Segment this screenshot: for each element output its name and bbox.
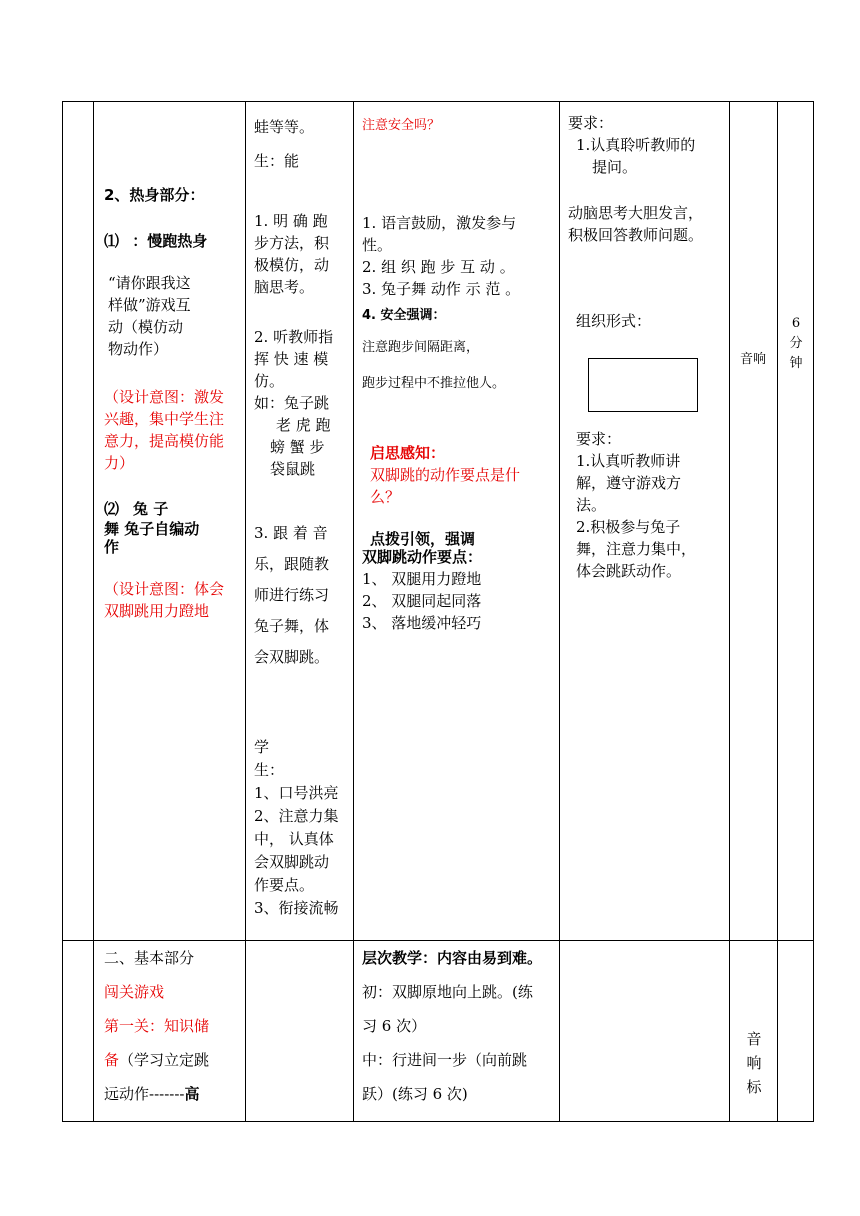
- blank-col-cell: [63, 941, 94, 1122]
- design-intent-2: （设计意图：体会 双脚跳用力蹬地: [104, 580, 225, 620]
- item-number: ⑴: [104, 232, 120, 250]
- student-activity-cell-basic: [246, 941, 354, 1122]
- student-requirements: 学 生： 1、口号洪亮 2、注意力集 中， 认真体 会双脚跳动 作要点。 3、衔接流畅: [254, 738, 339, 917]
- safety-title: 4. 安全强调：: [362, 308, 446, 323]
- teacher-activity-cell: [354, 102, 560, 941]
- lesson-plan-table: [62, 101, 814, 1122]
- student-step-1: 1. 明 确 跑 步方法，积 极模仿，动 脑思考。: [254, 212, 330, 296]
- safety-question: 注意安全吗？: [362, 118, 441, 133]
- blank-col-cell: [63, 102, 94, 941]
- inspire-question: 双脚跳的动作要点是什 么？: [370, 466, 521, 506]
- teacher-steps: 1. 语言鼓励，激发参与 性。 2. 组 织 跑 步 互 动 。 3. 兔子舞 动作 示 范 。: [362, 214, 521, 298]
- item-title: ：慢跑热身: [132, 232, 208, 250]
- section-title: 2、热身部分：: [104, 186, 205, 204]
- organization-cell: [560, 102, 730, 941]
- content-cell-warmup: [94, 102, 246, 941]
- table-row-warmup: [63, 102, 814, 941]
- student-step-2: 2. 听教师指 挥 快 速 模 仿。 如：兔子跳 老 虎 跑 螃 蟹 步 袋鼠跳: [254, 328, 334, 478]
- teacher-activity-cell-basic: 层次教学：内容由易到难。 初：双脚原地向上跳。(练 习 6 次） 中：行进间一步（向前跳 跃）(练习 6 次): [354, 941, 560, 1122]
- level-title: 第一关：知识储: [104, 1017, 210, 1035]
- section-title: 二、基本部分: [104, 949, 195, 967]
- duration-label: 6 分 钟: [789, 316, 803, 371]
- guide-title: 点拨引领，强调 双脚跳动作要点：: [362, 530, 483, 566]
- formation-diagram-box: [588, 358, 698, 412]
- safety-note-2: 跑步过程中不推拉他人。: [362, 376, 506, 391]
- design-intent-1: （设计意图：激发 兴趣，集中学生注 意力，提高模仿能 力）: [104, 388, 225, 472]
- safety-note-1: 注意跑步间隔距离，: [362, 340, 480, 355]
- list-item: 3、 落地缓冲轻巧: [362, 614, 482, 632]
- game-description: “请你跟我这 样做”游戏互 动（模仿动 物动作）: [108, 274, 191, 358]
- content-cell-basic: 二、基本部分 闯关游戏 第一关：知识储 备（学习立定跳 远动作-------高: [94, 941, 246, 1122]
- layered-teaching-title: 层次教学：内容由易到难。: [362, 949, 543, 967]
- student-step-3: 3. 跟 着 音 乐，跟随教 师进行练习 兔子舞，体 会双脚跳。: [254, 524, 330, 666]
- student-line-1: 蛙等等。: [254, 118, 315, 136]
- key-points-list: [362, 568, 481, 634]
- organization-cell-basic: [560, 941, 730, 1122]
- equipment-label: 音响: [740, 352, 767, 367]
- table-row-basic: [63, 941, 814, 1122]
- item-2-title: ⑵ 兔 子 舞 兔子自编动 作: [104, 500, 200, 556]
- think-instruction: 动脑思考大胆发言， 积极回答教师问题。: [568, 204, 704, 244]
- equipment-cell: [730, 102, 778, 941]
- inspire-title: 启思感知：: [370, 444, 446, 462]
- list-item: 1、 双腿用力蹬地: [362, 570, 482, 588]
- time-cell-basic: [778, 941, 814, 1122]
- student-activity-cell: [246, 102, 354, 941]
- list-item: 2、 双腿同起同落: [362, 592, 482, 610]
- requirement-1: 要求： 1.认真聆听教师的 提问。: [568, 114, 696, 176]
- student-line-2: 生：能: [254, 152, 300, 170]
- time-cell: [778, 102, 814, 941]
- game-title: 闯关游戏: [104, 983, 165, 1001]
- requirement-2: 要求： 1.认真听教师讲 解，遵守游戏方 法。 2.积极参与兔子 舞，注意力集中， 体会跳跃动作。: [576, 430, 697, 580]
- organization-form-title: 组织形式：: [576, 312, 652, 330]
- equipment-cell-basic: 音 响 标: [730, 941, 778, 1122]
